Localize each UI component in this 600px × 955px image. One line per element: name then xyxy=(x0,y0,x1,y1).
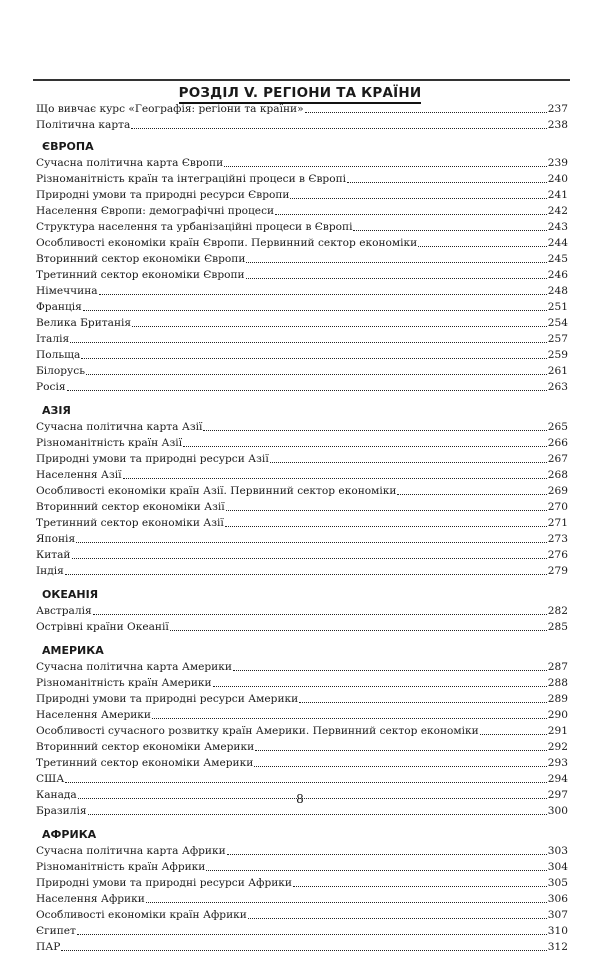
toc-entry-title: Польща xyxy=(36,349,81,361)
toc-entry-title: Природні умови та природні ресурси Америки xyxy=(36,693,299,705)
toc-leader-dots xyxy=(353,230,546,231)
toc-entry-page: 271 xyxy=(547,517,568,529)
toc-entry[interactable] xyxy=(36,155,568,171)
toc-entry-title: Франція xyxy=(36,301,82,313)
toc-leader-dots xyxy=(275,214,547,215)
toc-entry-page: 282 xyxy=(547,605,568,617)
toc-entry-page: 263 xyxy=(547,381,568,393)
toc-entry-title: Канада xyxy=(36,789,77,801)
toc-entry-title: Особливості економіки країн Африки xyxy=(36,909,247,921)
toc-leader-dots xyxy=(152,718,547,719)
toc-entry-title: Різноманітність країн та інтеграційні процеси в Європі xyxy=(36,173,347,185)
toc-entry-page: 305 xyxy=(547,877,568,889)
toc-entry-title: Італія xyxy=(36,333,70,345)
toc-leader-dots xyxy=(146,902,547,903)
page-title xyxy=(0,85,600,101)
toc-leader-dots xyxy=(99,294,547,295)
toc-entry[interactable] xyxy=(36,299,568,315)
toc-entry[interactable] xyxy=(36,771,568,787)
toc-entry[interactable] xyxy=(36,891,568,907)
toc-entry[interactable] xyxy=(36,723,568,739)
toc-entry-page: 304 xyxy=(547,861,568,873)
toc-entry-page: 241 xyxy=(547,189,568,201)
toc-leader-dots xyxy=(254,766,546,767)
toc-entry-page: 238 xyxy=(547,119,568,131)
toc-entry-page: 257 xyxy=(547,333,568,345)
page-title-text: РОЗДІЛ V. РЕГІОНИ ТА КРАЇНИ xyxy=(179,85,422,104)
toc-leader-dots xyxy=(206,870,546,871)
toc-entry-title: Росія xyxy=(36,381,66,393)
toc-entry-page: 248 xyxy=(547,285,568,297)
toc-leader-dots xyxy=(132,326,547,327)
toc-entry-title: Індія xyxy=(36,565,64,577)
toc-entry[interactable] xyxy=(36,755,568,771)
toc-entry-page: 267 xyxy=(547,453,568,465)
toc-entry-title: Населення Америки xyxy=(36,709,151,721)
toc-leader-dots xyxy=(225,526,547,527)
toc-entry[interactable] xyxy=(36,203,568,219)
toc-entry[interactable] xyxy=(36,435,568,451)
toc-leader-dots xyxy=(246,278,547,279)
toc-entry[interactable] xyxy=(36,219,568,235)
toc-entry-page: 251 xyxy=(547,301,568,313)
toc-leader-dots xyxy=(65,574,547,575)
toc-entry-title: Єгипет xyxy=(36,925,76,937)
toc-entry-title: Білорусь xyxy=(36,365,85,377)
toc-entry[interactable] xyxy=(36,619,568,635)
toc-entry-page: 240 xyxy=(547,173,568,185)
toc-entry-page: 266 xyxy=(547,437,568,449)
toc-entry-title: Політична карта xyxy=(36,119,131,131)
toc-entry-page: 293 xyxy=(547,757,568,769)
toc-entry[interactable] xyxy=(36,923,568,939)
toc-entry-title: Бразилія xyxy=(36,805,87,817)
toc-entry[interactable] xyxy=(36,939,568,955)
section-heading: ЄВРОПА xyxy=(42,140,94,153)
toc-entry-page: 310 xyxy=(547,925,568,937)
toc-entry-title: Природні умови та природні ресурси Азії xyxy=(36,453,269,465)
page-number: 8 xyxy=(296,792,304,806)
toc-leader-dots xyxy=(86,374,547,375)
toc-entry[interactable] xyxy=(36,907,568,923)
top-rule xyxy=(33,79,570,81)
toc-leader-dots xyxy=(83,310,547,311)
toc-leader-dots xyxy=(299,702,547,703)
toc-entry-title: Особливості економіки країн Європи. Первинний сектор економіки xyxy=(36,237,418,249)
toc-entry-title: Особливості сучасного розвитку країн Америки. Первинний сектор економіки xyxy=(36,725,479,737)
toc-leader-dots xyxy=(227,854,547,855)
toc-entry-page: 312 xyxy=(547,941,568,953)
toc-leader-dots xyxy=(418,246,547,247)
toc-entry-title: Природні умови та природні ресурси Африки xyxy=(36,877,292,889)
toc-entry-page: 239 xyxy=(547,157,568,169)
toc-leader-dots xyxy=(255,750,547,751)
toc-leader-dots xyxy=(76,542,547,543)
toc-entry-title: Сучасна політична карта Америки xyxy=(36,661,232,673)
toc-entry-page: 268 xyxy=(547,469,568,481)
toc-entry-title: Сучасна політична карта Африки xyxy=(36,845,226,857)
toc-entry-title: Китай xyxy=(36,549,71,561)
toc-entry-title: Населення Азії xyxy=(36,469,122,481)
toc-entry-title: Третинний сектор економіки Америки xyxy=(36,757,254,769)
toc-entry-page: 243 xyxy=(547,221,568,233)
toc-entry[interactable] xyxy=(36,251,568,267)
toc-entry[interactable] xyxy=(36,843,568,859)
toc-entry[interactable] xyxy=(36,101,568,117)
toc-entry-title: Різноманітність країн Африки xyxy=(36,861,206,873)
toc-entry-title: Населення Європи: демографічні процеси xyxy=(36,205,275,217)
toc-entry[interactable] xyxy=(36,499,568,515)
toc-leader-dots xyxy=(226,510,547,511)
toc-leader-dots xyxy=(61,950,546,951)
toc-entry-page: 290 xyxy=(547,709,568,721)
toc-entry-page: 291 xyxy=(547,725,568,737)
toc-entry-title: Структура населення та урбанізаційні процеси в Європі xyxy=(36,221,353,233)
toc-entry[interactable] xyxy=(36,171,568,187)
toc-entry[interactable] xyxy=(36,531,568,547)
toc-entry-title: Різноманітність країн Азії xyxy=(36,437,183,449)
toc-entry-title: Третинний сектор економіки Азії xyxy=(36,517,224,529)
toc-entry-page: 246 xyxy=(547,269,568,281)
section-heading: АФРИКА xyxy=(42,828,97,841)
toc-entry-page: 288 xyxy=(547,677,568,689)
toc-leader-dots xyxy=(233,670,547,671)
toc-entry-title: Сучасна політична карта Європи xyxy=(36,157,224,169)
toc-entry-page: 297 xyxy=(547,789,568,801)
toc-entry[interactable] xyxy=(36,515,568,531)
toc-entry-page: 261 xyxy=(547,365,568,377)
toc-entry-title: Що вивчає курс «Географія: регіони та країни» xyxy=(36,103,304,115)
toc-entry[interactable] xyxy=(36,451,568,467)
toc-entry[interactable] xyxy=(36,859,568,875)
toc-entry[interactable] xyxy=(36,875,568,891)
toc-entry-page: 292 xyxy=(547,741,568,753)
toc-entry[interactable] xyxy=(36,117,568,133)
toc-entry-page: 273 xyxy=(547,533,568,545)
toc-entry-title: Австралія xyxy=(36,605,92,617)
toc-leader-dots xyxy=(93,614,547,615)
toc-entry-page: 307 xyxy=(547,909,568,921)
toc-entry-page: 306 xyxy=(547,893,568,905)
toc-leader-dots xyxy=(290,198,546,199)
toc-entry-title: Німеччина xyxy=(36,285,98,297)
toc-entry[interactable] xyxy=(36,603,568,619)
toc-entry-title: Різноманітність країн Америки xyxy=(36,677,212,689)
toc-entry-title: Острівні країни Океанії xyxy=(36,621,169,633)
toc-entry-page: 300 xyxy=(547,805,568,817)
toc-leader-dots xyxy=(397,494,546,495)
toc-entry-title: Велика Британія xyxy=(36,317,132,329)
toc-leader-dots xyxy=(183,446,547,447)
toc-entry[interactable] xyxy=(36,283,568,299)
toc-leader-dots xyxy=(270,462,547,463)
toc-entry[interactable] xyxy=(36,419,568,435)
toc-entry-title: Вторинний сектор економіки Європи xyxy=(36,253,246,265)
toc-entry-title: ПАР xyxy=(36,941,61,953)
toc-leader-dots xyxy=(203,430,546,431)
toc-entry[interactable] xyxy=(36,707,568,723)
toc-leader-dots xyxy=(480,734,547,735)
toc-leader-dots xyxy=(246,262,546,263)
toc-entry-page: 289 xyxy=(547,693,568,705)
toc-entry[interactable] xyxy=(36,379,568,395)
toc-entry-page: 303 xyxy=(547,845,568,857)
toc-entry[interactable] xyxy=(36,563,568,579)
toc-entry-title: Вторинний сектор економіки Азії xyxy=(36,501,225,513)
toc-leader-dots xyxy=(305,112,547,113)
toc-leader-dots xyxy=(70,342,547,343)
toc-entry-page: 244 xyxy=(547,237,568,249)
toc-entry-title: Особливості економіки країн Азії. Первинний сектор економіки xyxy=(36,485,397,497)
toc-leader-dots xyxy=(67,390,547,391)
toc-entry-title: Третинний сектор економіки Європи xyxy=(36,269,245,281)
toc-entry[interactable] xyxy=(36,315,568,331)
toc-entry-page: 259 xyxy=(547,349,568,361)
toc-entry-page: 285 xyxy=(547,621,568,633)
toc-entry[interactable] xyxy=(36,691,568,707)
toc-entry[interactable] xyxy=(36,235,568,251)
toc-entry-page: 237 xyxy=(547,103,568,115)
table-of-contents xyxy=(36,101,568,955)
section-heading: АМЕРИКА xyxy=(42,644,104,657)
toc-entry-page: 265 xyxy=(547,421,568,433)
toc-entry-title: Вторинний сектор економіки Америки xyxy=(36,741,255,753)
section-heading: ОКЕАНІЯ xyxy=(42,588,99,601)
toc-entry-page: 245 xyxy=(547,253,568,265)
toc-leader-dots xyxy=(77,934,547,935)
toc-entry[interactable] xyxy=(36,331,568,347)
toc-entry[interactable] xyxy=(36,467,568,483)
toc-entry[interactable] xyxy=(36,347,568,363)
toc-entry[interactable] xyxy=(36,483,568,499)
toc-leader-dots xyxy=(170,630,547,631)
toc-entry[interactable] xyxy=(36,363,568,379)
toc-entry[interactable] xyxy=(36,659,568,675)
toc-entry-title: Природні умови та природні ресурси Європи xyxy=(36,189,290,201)
toc-entry-title: США xyxy=(36,773,65,785)
toc-leader-dots xyxy=(65,782,547,783)
toc-entry-title: Сучасна політична карта Азії xyxy=(36,421,203,433)
toc-leader-dots xyxy=(72,558,547,559)
toc-entry-page: 269 xyxy=(547,485,568,497)
toc-leader-dots xyxy=(224,166,547,167)
toc-leader-dots xyxy=(88,814,547,815)
toc-leader-dots xyxy=(248,918,547,919)
toc-entry[interactable] xyxy=(36,267,568,283)
toc-leader-dots xyxy=(131,128,546,129)
section-heading: АЗІЯ xyxy=(42,404,71,417)
toc-entry-page: 276 xyxy=(547,549,568,561)
toc-leader-dots xyxy=(347,182,547,183)
toc-entry-page: 254 xyxy=(547,317,568,329)
toc-leader-dots xyxy=(123,478,547,479)
toc-entry[interactable] xyxy=(36,547,568,563)
toc-entry[interactable] xyxy=(36,675,568,691)
toc-leader-dots xyxy=(81,358,546,359)
toc-entry-title: Японія xyxy=(36,533,76,545)
toc-entry-title: Населення Африки xyxy=(36,893,145,905)
toc-entry-page: 270 xyxy=(547,501,568,513)
toc-entry-page: 242 xyxy=(547,205,568,217)
toc-leader-dots xyxy=(213,686,547,687)
toc-leader-dots xyxy=(293,886,547,887)
toc-entry-page: 287 xyxy=(547,661,568,673)
toc-entry-page: 294 xyxy=(547,773,568,785)
toc-entry[interactable] xyxy=(36,739,568,755)
toc-entry[interactable] xyxy=(36,187,568,203)
toc-entry-page: 279 xyxy=(547,565,568,577)
